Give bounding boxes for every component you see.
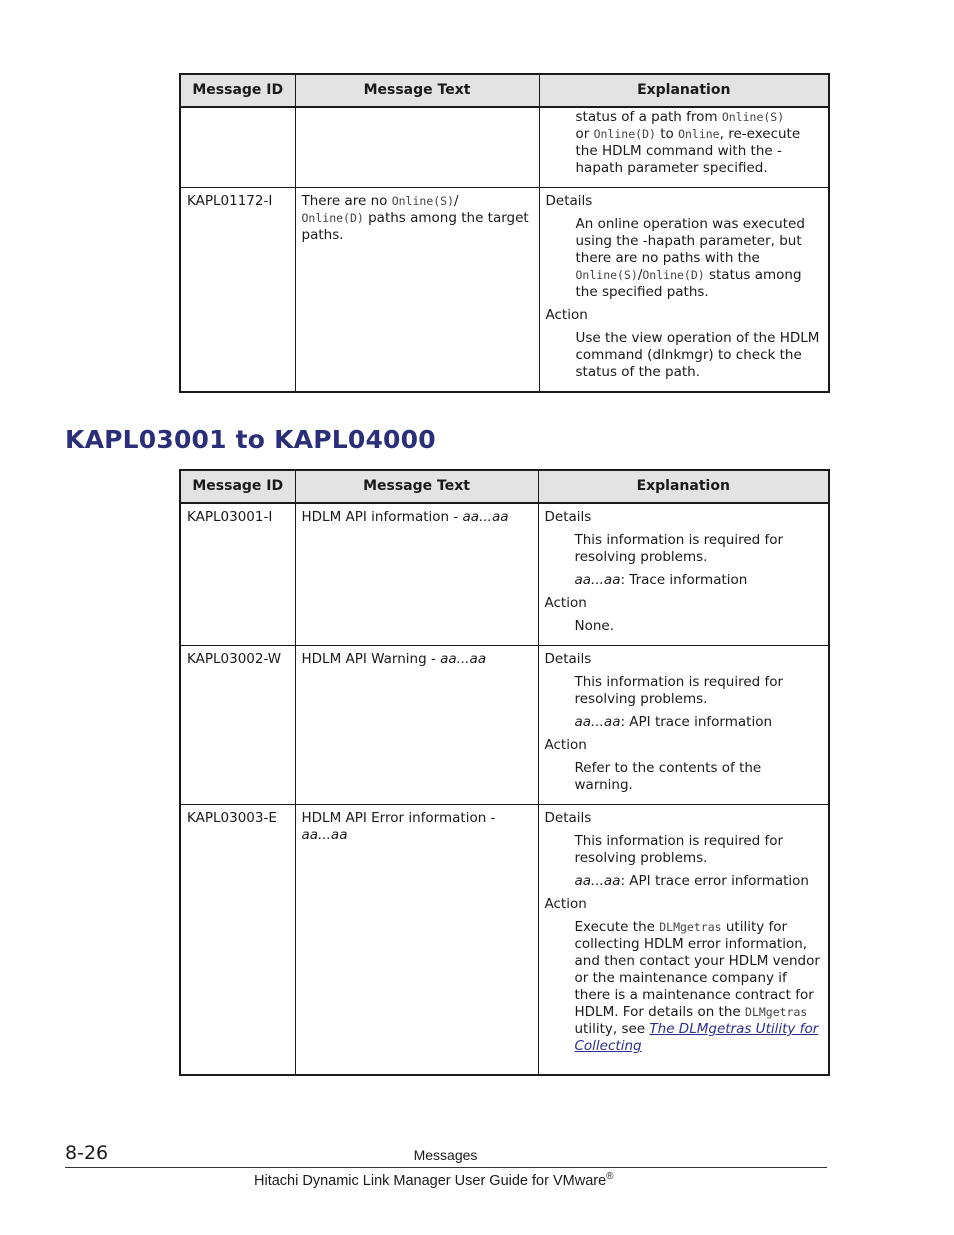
message-text-cell: HDLM API information - aa...aa — [295, 503, 538, 646]
action-label: Action — [545, 307, 588, 323]
table-header-row — [180, 74, 829, 107]
header-explanation: Explanation — [539, 74, 829, 107]
footer-document-title: Hitachi Dynamic Link Manager User Guide for VMware® — [254, 1171, 614, 1189]
explanation-continued: status of a path from Online(S) or Online(D) to Online, re-execute the HDLM command with the -hapath parameter specified. — [575, 109, 801, 176]
details-text: This information is required for resolving problems. — [574, 532, 784, 565]
details-label: Details — [544, 509, 592, 525]
message-id-cell: KAPL03001-I — [180, 503, 295, 646]
dlmgetras-utility-link[interactable]: The DLMgetras Utility for Collecting — [574, 1021, 819, 1054]
details-label: Details — [545, 193, 593, 209]
page-number: 8-26 — [65, 1142, 109, 1164]
explanation-cell — [538, 646, 829, 805]
header-message-text: Message Text — [295, 470, 538, 503]
message-text-cell: HDLM API Error information - aa...aa — [295, 805, 538, 1075]
table-row — [180, 646, 829, 805]
details-var-text: aa...aa: Trace information — [574, 572, 748, 588]
action-label: Action — [544, 595, 587, 611]
message-id-cell: KAPL01172-I — [180, 188, 295, 393]
header-message-id: Message ID — [180, 470, 295, 503]
table-row — [180, 503, 829, 646]
details-text: This information is required for resolving problems. — [574, 674, 784, 707]
action-label: Action — [544, 896, 587, 912]
table-row — [180, 188, 829, 393]
footer-divider — [65, 1167, 827, 1168]
message-text-cell: HDLM API Warning - aa...aa — [295, 646, 538, 805]
details-label: Details — [544, 651, 592, 667]
message-table — [179, 469, 830, 1076]
table-header-row — [180, 470, 829, 503]
message-id-cell — [180, 107, 295, 188]
explanation-cell — [539, 188, 829, 393]
header-message-id: Message ID — [180, 74, 295, 107]
message-table-continued — [179, 73, 830, 393]
details-text: An online operation was executed using the -hapath parameter, but there are no paths with the Online(S)/Online(D) status among the specified paths. — [575, 216, 805, 300]
header-explanation: Explanation — [538, 470, 829, 503]
explanation-cell — [538, 503, 829, 646]
message-id-cell: KAPL03003-E — [180, 805, 295, 1075]
action-label: Action — [544, 737, 587, 753]
footer-section-name: Messages — [413, 1147, 478, 1163]
section-heading: KAPL03001 to KAPL04000 — [65, 425, 436, 454]
message-text-cell: There are no Online(S)/ Online(D) paths among the target paths. — [295, 188, 539, 393]
explanation-cell — [539, 107, 829, 188]
table-row — [180, 805, 829, 1075]
message-text-cell — [295, 107, 539, 188]
header-message-text: Message Text — [295, 74, 539, 107]
details-label: Details — [544, 810, 592, 826]
explanation-cell — [538, 805, 829, 1075]
table-row — [180, 107, 829, 188]
action-text: Use the view operation of the HDLM command (dlnkmgr) to check the status of the path. — [575, 330, 820, 380]
details-var-text: aa...aa: API trace error information — [574, 873, 809, 889]
details-var-text: aa...aa: API trace information — [574, 714, 773, 730]
message-id-cell: KAPL03002-W — [180, 646, 295, 805]
registered-mark: ® — [606, 1171, 614, 1182]
action-text: Execute the DLMgetras utility for collecting HDLM error information, and then contact your HDLM vendor or the maintenance company if there is a maintenance contract for HDLM. For details on the DLMgetras utility, see The DLMgetras Utility for Collecting — [574, 919, 820, 1054]
action-text: Refer to the contents of the warning. — [574, 760, 762, 793]
details-text: This information is required for resolving problems. — [574, 833, 784, 866]
action-text: None. — [574, 618, 615, 634]
